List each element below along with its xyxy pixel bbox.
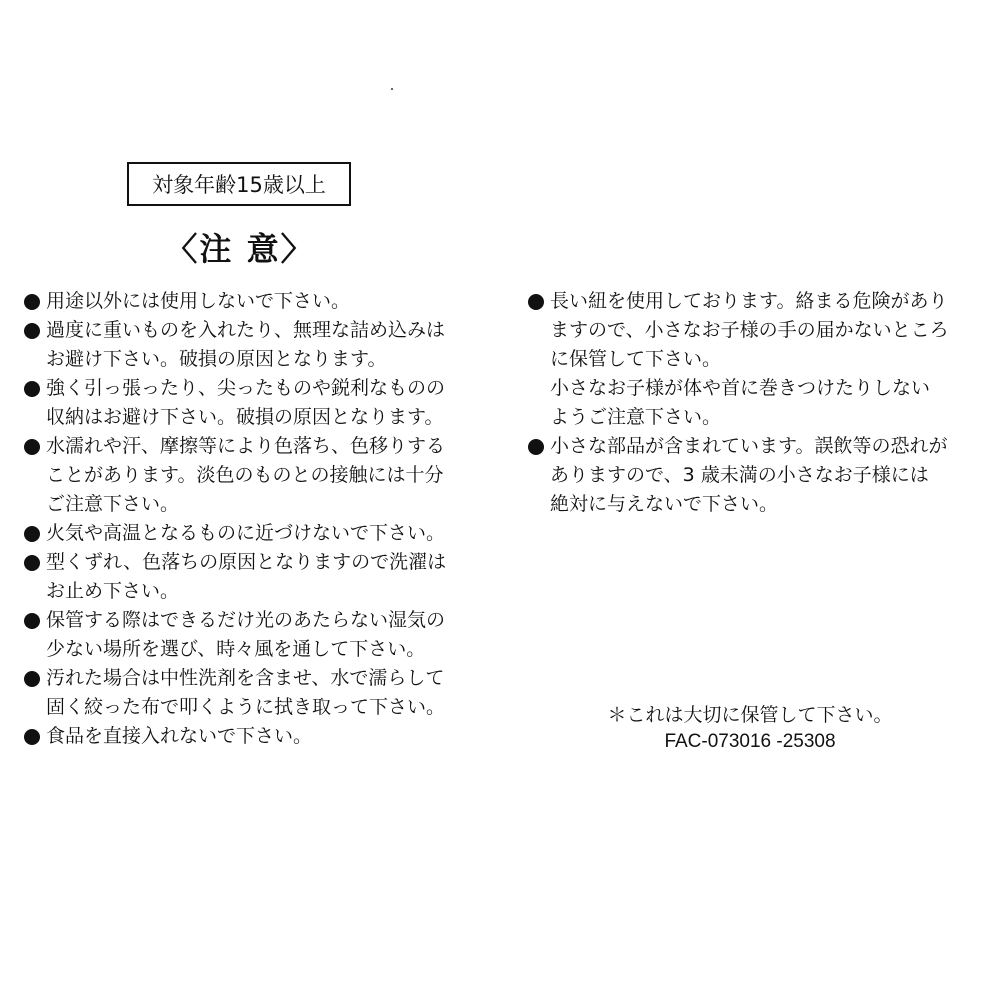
age-label-box xyxy=(127,162,351,206)
caution-list-right xyxy=(528,287,988,519)
bullet-icon xyxy=(24,323,40,339)
caution-item xyxy=(528,287,988,432)
caution-item-text: 保管する際はできるだけ光のあたらない湿気の xyxy=(46,609,446,631)
bullet-icon xyxy=(24,729,40,745)
caution-item-text: ようご注意下さい。 xyxy=(550,406,722,428)
bullet-icon xyxy=(528,439,544,455)
caution-item-text: に保管して下さい。 xyxy=(550,348,722,370)
caution-list-left xyxy=(24,287,494,751)
caution-item xyxy=(24,519,494,548)
caution-item-text: ますので、小さなお子様の手の届かないところ xyxy=(550,319,949,341)
caution-item xyxy=(24,287,494,316)
caution-item-text: ご注意下さい。 xyxy=(46,493,180,515)
caution-item xyxy=(24,548,494,606)
bullet-icon xyxy=(528,294,544,310)
storage-note: ＊これは大切に保管して下さい。 xyxy=(607,704,893,726)
caution-item-text: お避け下さい。破損の原因となります。 xyxy=(46,348,387,370)
caution-heading: 〈注 意〉 xyxy=(165,230,315,268)
caution-item-text: 絶対に与えないで下さい。 xyxy=(550,493,779,515)
caution-item-text: 小さな部品が含まれています。誤飲等の恐れが xyxy=(550,435,948,457)
caution-item-text: 用途以外には使用しないで下さい。 xyxy=(46,290,351,312)
caution-item-text: ありますので、3 歳未満の小さなお子様には xyxy=(550,464,929,486)
age-label: 対象年齢15歳以上 xyxy=(152,173,326,197)
caution-item-text: 火気や高温となるものに近づけないで下さい。 xyxy=(46,522,446,544)
caution-item-text: 小さなお子様が体や首に巻きつけたりしない xyxy=(550,377,931,399)
bullet-icon xyxy=(24,439,40,455)
caution-item-text: 固く絞った布で叩くように拭き取って下さい。 xyxy=(46,696,446,718)
caution-item-text: お止め下さい。 xyxy=(46,580,180,602)
bullet-icon xyxy=(24,555,40,571)
caution-item-text: 強く引っ張ったり、尖ったものや鋭利なものの xyxy=(46,377,446,399)
caution-item-text: 過度に重いものを入れたり、無理な詰め込みは xyxy=(46,319,446,341)
product-code: FAC-073016 -25308 xyxy=(664,731,836,752)
bullet-icon xyxy=(24,613,40,629)
bullet-icon xyxy=(24,671,40,687)
caution-item-text: 型くずれ、色落ちの原因となりますので洗濯は xyxy=(46,551,447,573)
caution-item-text: 収納はお避け下さい。破損の原因となります。 xyxy=(46,406,444,428)
caution-item-text: 少ない場所を選び、時々風を通して下さい。 xyxy=(46,638,426,660)
caution-item-text: ことがあります。淡色のものとの接触には十分 xyxy=(46,464,444,486)
bullet-icon xyxy=(24,526,40,542)
speck-mark xyxy=(391,88,393,90)
caution-item xyxy=(24,316,494,374)
caution-item xyxy=(528,432,988,519)
caution-item-text: 食品を直接入れないで下さい。 xyxy=(46,725,313,747)
caution-item-text: 長い紐を使用しております。絡まる危険があり xyxy=(550,290,948,312)
caution-item-text: 水濡れや汗、摩擦等により色落ち、色移りする xyxy=(46,435,446,457)
caution-item xyxy=(24,664,494,722)
bullet-icon xyxy=(24,381,40,397)
caution-item xyxy=(24,722,494,751)
caution-item xyxy=(24,606,494,664)
bullet-icon xyxy=(24,294,40,310)
caution-item-text: 汚れた場合は中性洗剤を含ませ、水で濡らして xyxy=(46,667,445,689)
caution-item xyxy=(24,374,494,432)
caution-item xyxy=(24,432,494,519)
